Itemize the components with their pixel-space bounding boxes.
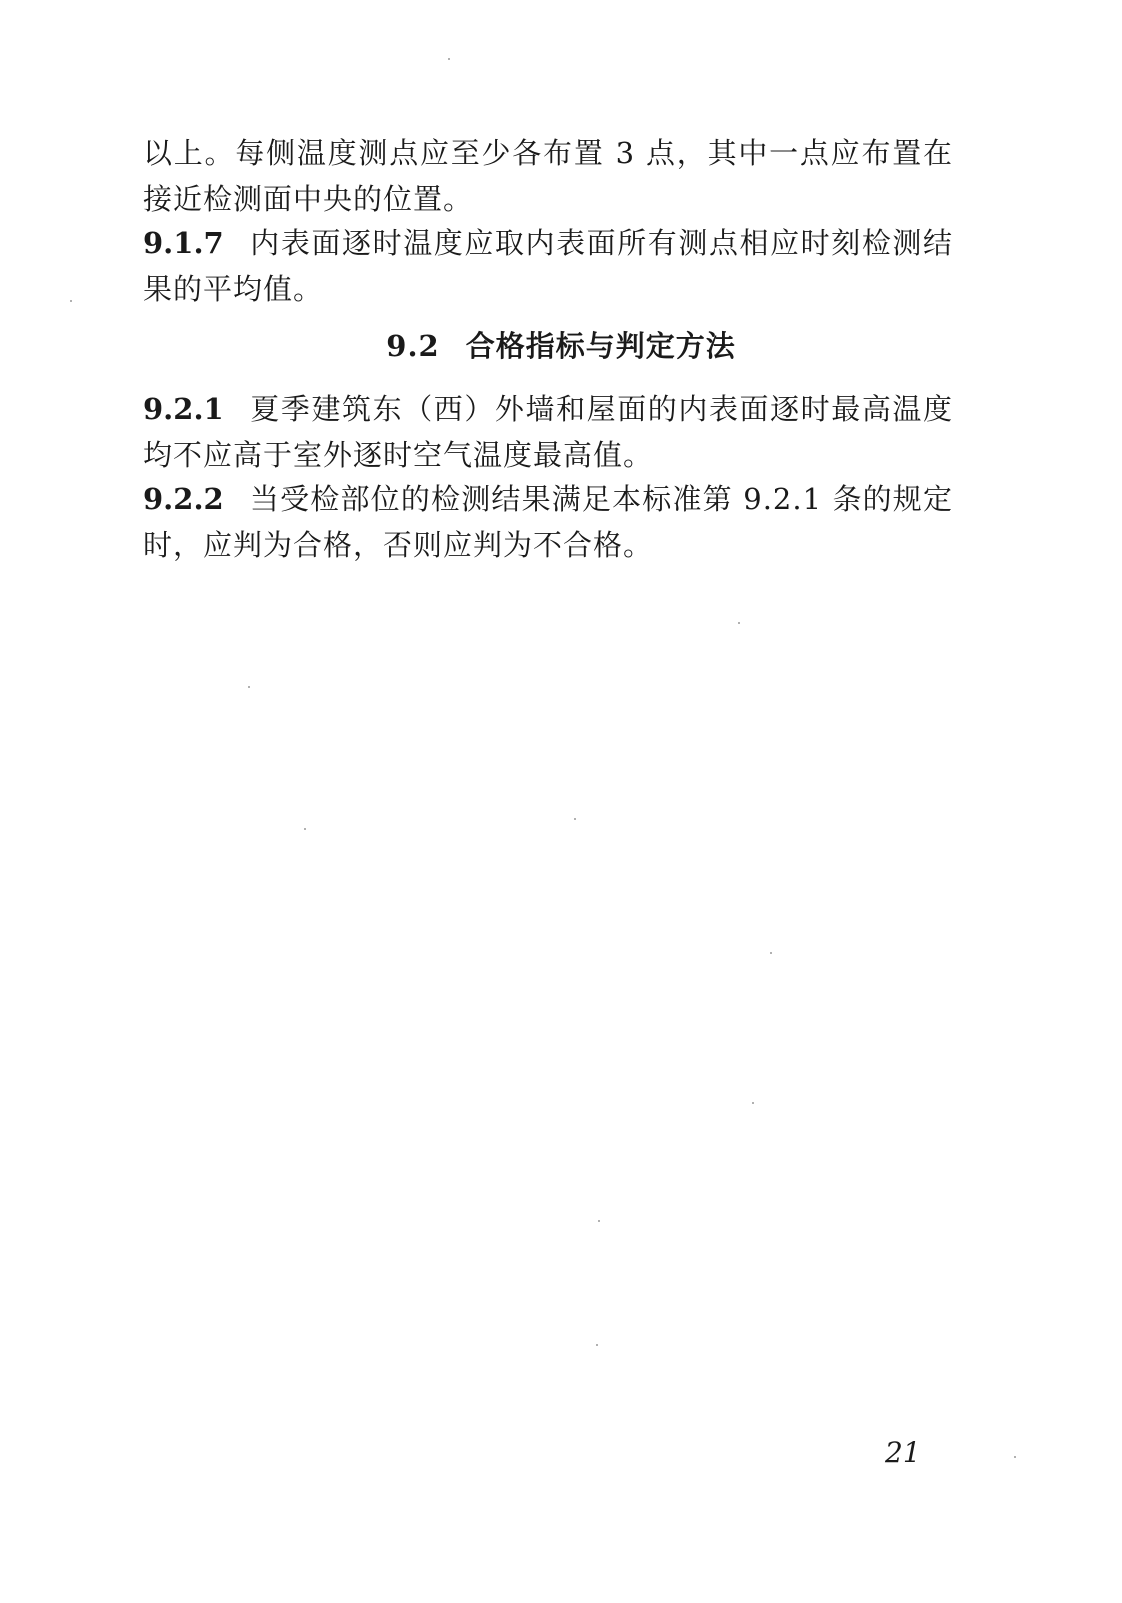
clause-number: 9.1.7 [143, 226, 224, 260]
scan-speck [70, 300, 72, 302]
clause-number: 9.2.2 [143, 482, 224, 516]
scan-speck [304, 828, 306, 830]
clause-9-1-7 [143, 220, 953, 312]
section-heading [0, 324, 1122, 365]
clause-text: 内表面逐时温度应取内表面所有测点相应时刻检测结果的平均值。 [143, 226, 953, 306]
clause-number: 9.2.1 [143, 392, 224, 426]
scan-speck [752, 1102, 754, 1104]
scan-speck [574, 818, 576, 820]
clause-text: 当受检部位的检测结果满足本标准第 9.2.1 条的规定时，应判为合格，否则应判为不合格。 [143, 482, 953, 562]
section-title: 合格指标与判定方法 [465, 329, 736, 363]
scan-speck [1014, 1456, 1016, 1458]
clause-text: 夏季建筑东（西）外墙和屋面的内表面逐时最高温度均不应高于室外逐时空气温度最高值。 [143, 392, 953, 472]
page-number: 21 [885, 1436, 921, 1469]
scan-speck [596, 1344, 598, 1346]
scan-speck [770, 952, 772, 954]
clause-9-2-1 [143, 386, 953, 478]
scan-speck [448, 58, 450, 60]
scan-speck [598, 1220, 600, 1222]
section-number: 9.2 [386, 329, 440, 363]
scan-speck [738, 622, 740, 624]
scan-speck [248, 686, 250, 688]
paragraph-continuation [143, 130, 953, 222]
paragraph-text: 以上。每侧温度测点应至少各布置 3 点，其中一点应布置在接近检测面中央的位置。 [143, 136, 953, 216]
clause-9-2-2 [143, 476, 953, 568]
